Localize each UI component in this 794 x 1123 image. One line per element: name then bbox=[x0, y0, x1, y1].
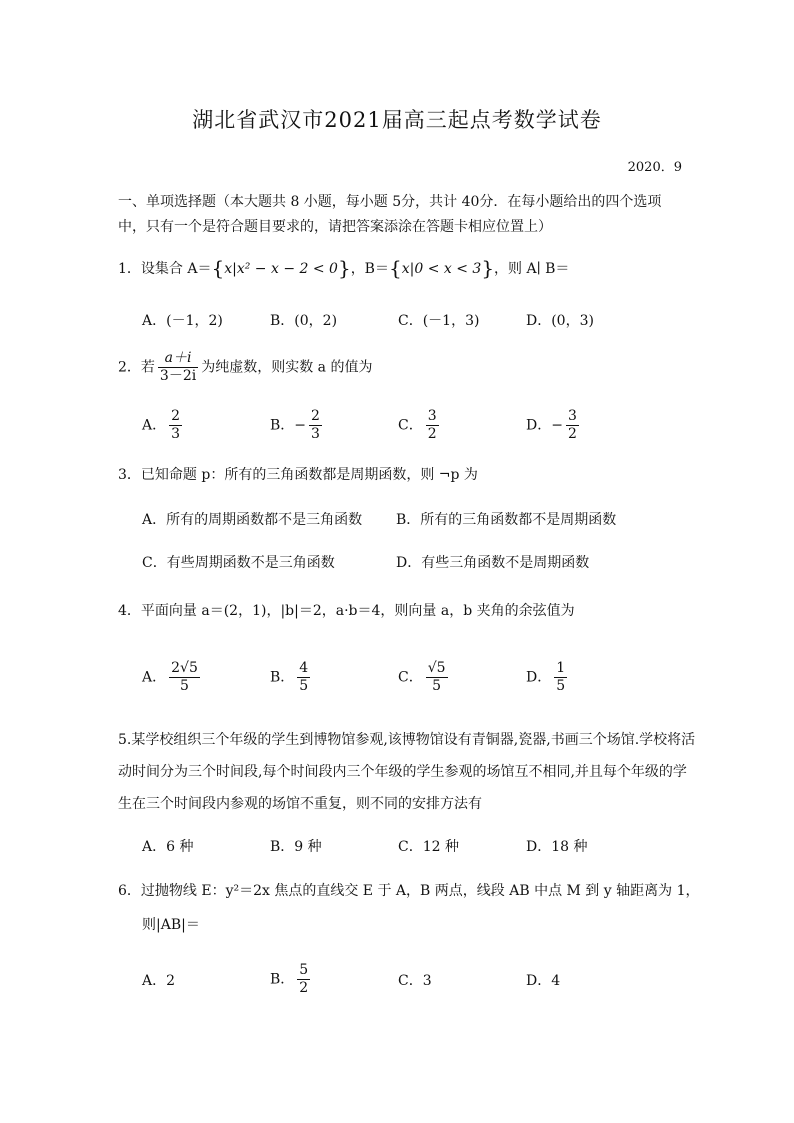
option-c[interactable]: C．有些周期函数不是三角函数 bbox=[142, 555, 335, 571]
option-d[interactable]: D． $\frac{1}{5}$ bbox=[526, 660, 566, 694]
question-number: 2． bbox=[118, 359, 141, 376]
option-b[interactable]: B．(0，2) bbox=[270, 313, 338, 329]
question-text: ，B＝ bbox=[350, 261, 389, 277]
option-b[interactable]: B．− $\frac{2}{3}$ bbox=[270, 408, 320, 442]
set-b: x|0 < x < 3 bbox=[401, 261, 482, 277]
option-a[interactable]: A．所有的周期函数都不是三角函数 bbox=[142, 512, 363, 528]
option-d[interactable]: D．− $\frac{3}{2}$ bbox=[526, 408, 577, 442]
option-a[interactable]: A． $\frac{2}{3}$ bbox=[142, 408, 181, 442]
question-text: ，则 A∣ B＝ bbox=[494, 261, 570, 277]
set-a: x|x² − x − 2 < 0 bbox=[224, 261, 338, 277]
option-c[interactable]: C．(－1，3) bbox=[398, 313, 480, 329]
question-1: 1．设集合 A＝{x|x² − x − 2 < 0}，B＝{x|0 < x < 3}，则 A∣ B＝ bbox=[118, 256, 570, 280]
option-c[interactable]: C．12 种 bbox=[398, 839, 459, 855]
question-5: 5.某学校组织三个年级的学生到博物馆参观,该博物馆设有青铜器,瓷器,书画三个场馆.学校将活动时间分为三个时间段,每个时间段内三个年级的学生参观的场馆互不相同,并且每个年级的学生在三个时间段内参观的场馆不重复，则不同的安排方法有 bbox=[118, 732, 696, 812]
option-d[interactable]: D．有些三角函数不是周期函数 bbox=[396, 555, 590, 571]
question-4: 4．平面向量 a＝(2，1)，|b|＝2，a·b＝4，则向量 a，b 夹角的余弦值为 bbox=[118, 603, 575, 619]
option-b[interactable]: B．所有的三角函数都不是周期函数 bbox=[396, 512, 617, 528]
question-6-line2: 则|AB|＝ bbox=[142, 917, 200, 933]
question-3: 3．已知命题 p：所有的三角函数都是周期函数，则 ¬p 为 bbox=[118, 467, 478, 483]
option-c[interactable]: C．3 bbox=[398, 973, 432, 989]
question-text: 设集合 A＝ bbox=[140, 261, 212, 277]
question-number: 1． bbox=[118, 261, 141, 277]
option-b[interactable]: B． $\frac{5}{2}$ bbox=[270, 962, 309, 996]
question-2: 2．若 $\frac{a+i}{3-2i}$ 为纯虚数，则实数 a 的值为 bbox=[118, 350, 373, 384]
option-a[interactable]: A．6 种 bbox=[142, 839, 194, 855]
option-a[interactable]: A．2 bbox=[142, 973, 176, 989]
option-c[interactable]: C． $\frac{3}{2}$ bbox=[398, 408, 437, 442]
section-instructions: 一、单项选择题（本大题共 8 小题，每小题 5分，共计 40分．在每小题给出的四个选项中，只有一个是符合题目要求的，请把答案添涂在答题卡相应位置上） bbox=[118, 194, 662, 235]
option-d[interactable]: D．18 种 bbox=[526, 839, 588, 855]
option-d[interactable]: D．4 bbox=[526, 973, 561, 989]
option-a[interactable]: A．(－1，2) bbox=[142, 313, 223, 329]
option-c[interactable]: C． $\frac{√5}{5}$ bbox=[398, 660, 446, 694]
exam-date: 2020．9 bbox=[627, 160, 682, 175]
option-b[interactable]: B． $\frac{4}{5}$ bbox=[270, 660, 309, 694]
question-6-line1: 6．过抛物线 E：y²＝2x 焦点的直线交 E 于 A，B 两点，线段 AB 中点 M 到 y 轴距离为 1， bbox=[118, 883, 700, 899]
option-a[interactable]: A． $\frac{2√5}{5}$ bbox=[142, 660, 198, 694]
option-b[interactable]: B．9 种 bbox=[270, 839, 322, 855]
page-title: 湖北省武汉市2021届高三起点考数学试卷 bbox=[192, 108, 602, 132]
fraction: $\frac{a+i}{3-2i}$ bbox=[159, 350, 197, 384]
option-d[interactable]: D．(0，3) bbox=[526, 313, 594, 329]
